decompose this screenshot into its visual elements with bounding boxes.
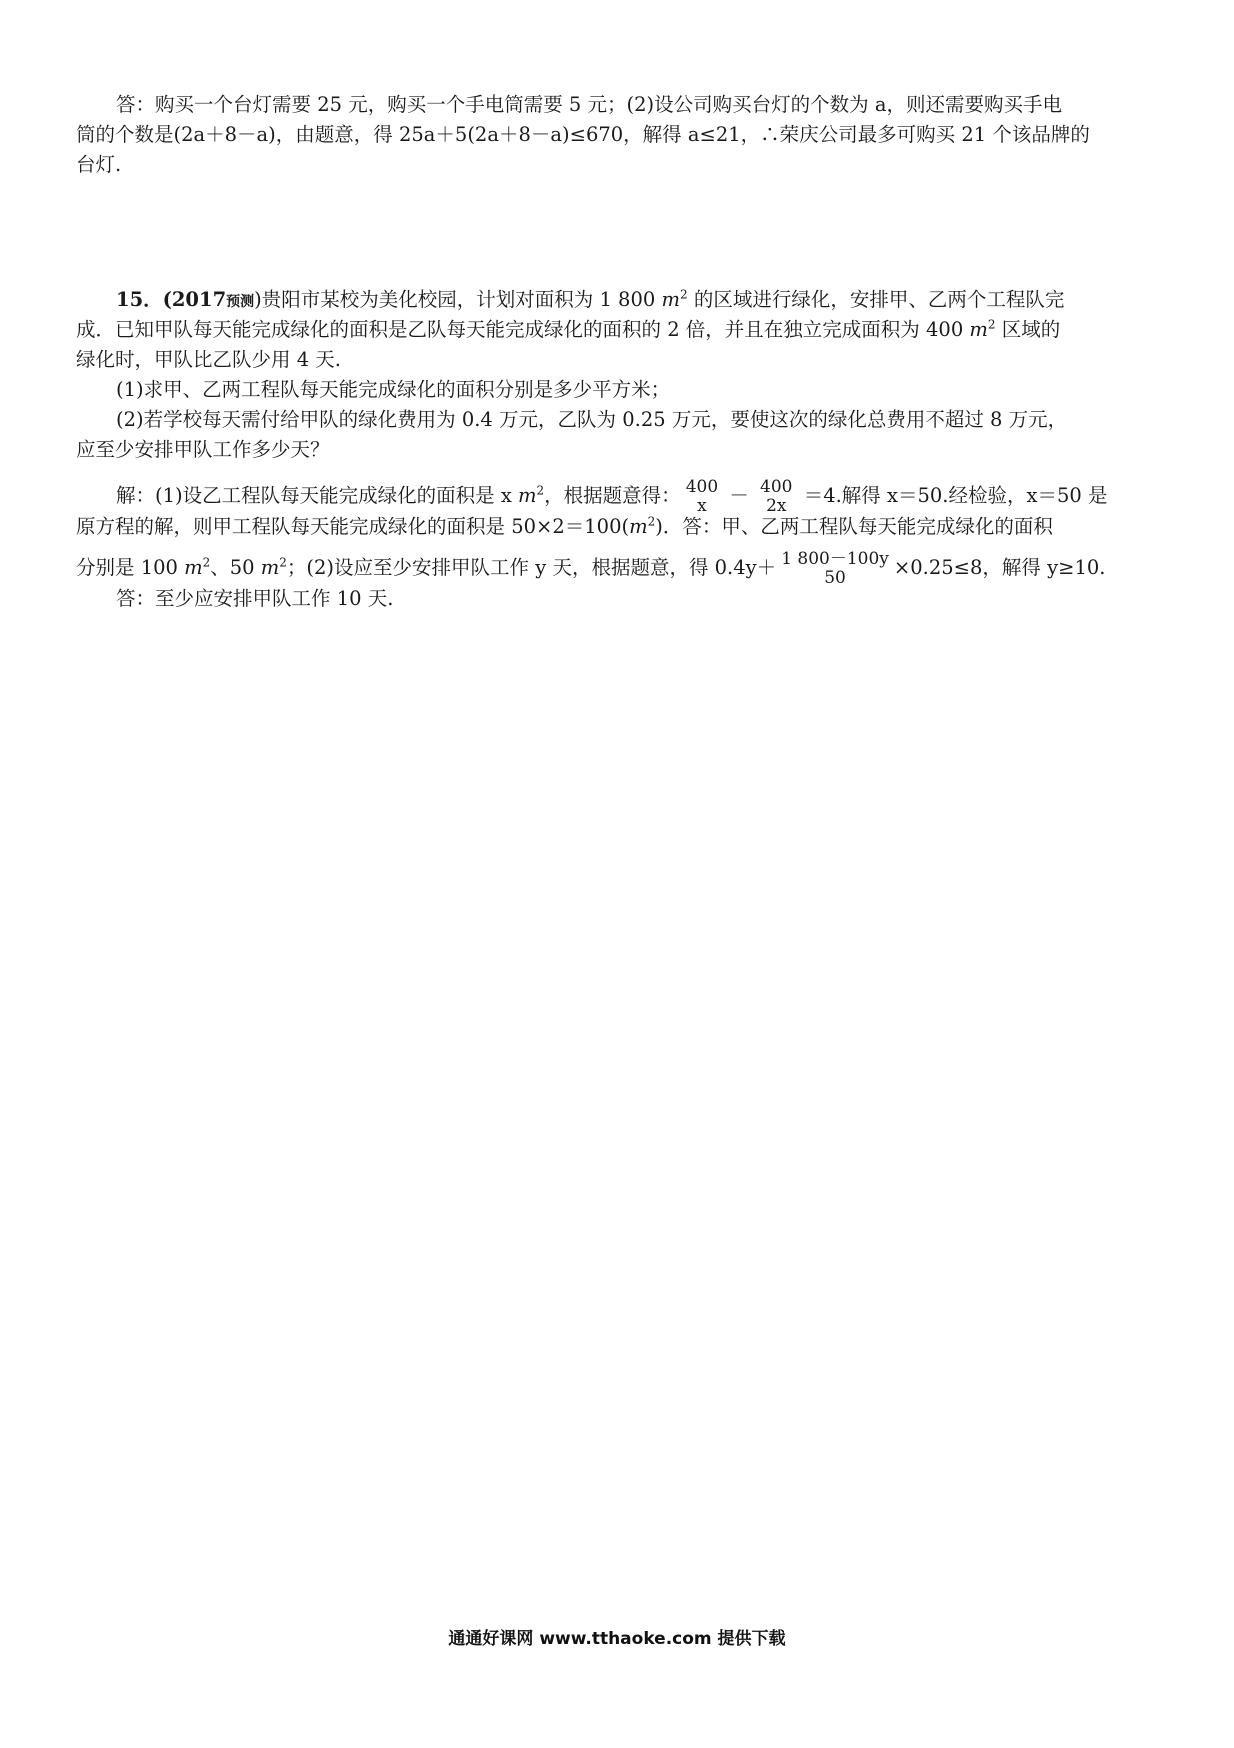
unit-m: m	[661, 288, 680, 311]
problem-line-2a: 成．已知甲队每天能完成绿化的面积是乙队每天能完成绿化的面积的 2 倍，并且在独立完成面积为 400	[76, 318, 970, 341]
problem-intro: )贵阳市某校为美化校园，计划对面积为 1 800	[254, 288, 662, 311]
problem-15-line-1	[116, 285, 1166, 317]
frac3-num: 1 800－100y	[781, 549, 889, 569]
problem-tag: 预测	[226, 294, 255, 310]
solution-2b: )．答：甲、乙两工程队每天能完成绿化的面积	[655, 515, 1053, 538]
solution-1c: ＝4.解得 x＝50.经检验，x＝50 是	[797, 484, 1108, 507]
frac1-num: 400	[685, 477, 719, 497]
prev-answer-line-2: 筒的个数是(2a＋8－a)，由题意，得 25a＋5(2a＋8－a)≤670，解得 a≤21，∴荣庆公司最多可购买 21 个该品牌的	[76, 123, 1090, 146]
unit-exp: 2	[202, 555, 211, 570]
prev-answer-line-3: 台灯.	[76, 153, 122, 176]
unit-exp: 2	[647, 514, 656, 529]
solution-3b: 、50	[210, 556, 261, 579]
frac2-den: 2x	[766, 496, 787, 516]
solution-line-3	[76, 550, 1166, 587]
question-2-line-1: (2)若学校每天需付给甲队的绿化费用为 0.4 万元，乙队为 0.25 万元，要使这次的绿化总费用不超过 8 万元，	[116, 408, 1068, 431]
solution-line-4: 答：至少应安排甲队工作 10 天.	[116, 587, 394, 610]
question-1: (1)求甲、乙两工程队每天能完成绿化的面积分别是多少平方米；	[116, 378, 671, 401]
problem-15-line-3: 绿化时，甲队比乙队少用 4 天.	[76, 348, 342, 371]
frac3-den: 50	[824, 568, 846, 588]
unit-exp: 2	[279, 555, 287, 570]
unit-exp: 2	[987, 317, 996, 332]
solution-2a: 原方程的解，则甲工程队每天能完成绿化的面积是 50×2＝100(	[76, 515, 630, 538]
unit-m: m	[629, 515, 648, 538]
unit-m: m	[184, 556, 203, 579]
solution-1b: ，根据题意得：	[544, 484, 681, 507]
problem-year: (2017	[162, 288, 227, 311]
question-2-line-2: 应至少安排甲队工作多少天？	[76, 438, 330, 461]
solution-1a: 解：(1)设乙工程队每天能完成绿化的面积是 x	[116, 484, 519, 507]
frac1-den: x	[697, 496, 707, 516]
solution-line-2	[76, 512, 1166, 542]
footer-credit: 通通好课网 www.tthaoke.com 提供下载	[448, 1629, 786, 1649]
problem-line-2b: 区域的	[995, 318, 1061, 341]
unit-m: m	[518, 484, 537, 507]
fraction-cost	[779, 550, 891, 587]
solution-3c: ；(2)设应至少安排甲队工作 y 天，根据题意，得 0.4y＋	[286, 556, 777, 579]
unit-m: m	[969, 318, 988, 341]
unit-m: m	[260, 556, 280, 579]
solution-line-1	[116, 478, 1166, 515]
fraction-400-over-2x	[758, 478, 794, 515]
fraction-400-over-x	[684, 478, 720, 515]
unit-exp: 2	[536, 483, 545, 498]
problem-intro-2: 的区域进行绿化，安排甲、乙两个工程队完	[687, 288, 1065, 311]
solution-3d: ×0.25≤8，解得 y≥10.	[893, 556, 1106, 579]
unit-exp: 2	[679, 287, 688, 302]
problem-15-line-2	[76, 315, 1166, 345]
prev-answer-line-1: 答：购买一个台灯需要 25 元，购买一个手电筒需要 5 元；(2)设公司购买台灯的个数为 a，则还需要购买手电	[116, 93, 1062, 116]
solution-3a: 分别是 100	[76, 556, 185, 579]
problem-number: 15．	[116, 288, 163, 311]
minus-sign: －	[723, 484, 756, 507]
frac2-num: 400	[760, 477, 793, 497]
